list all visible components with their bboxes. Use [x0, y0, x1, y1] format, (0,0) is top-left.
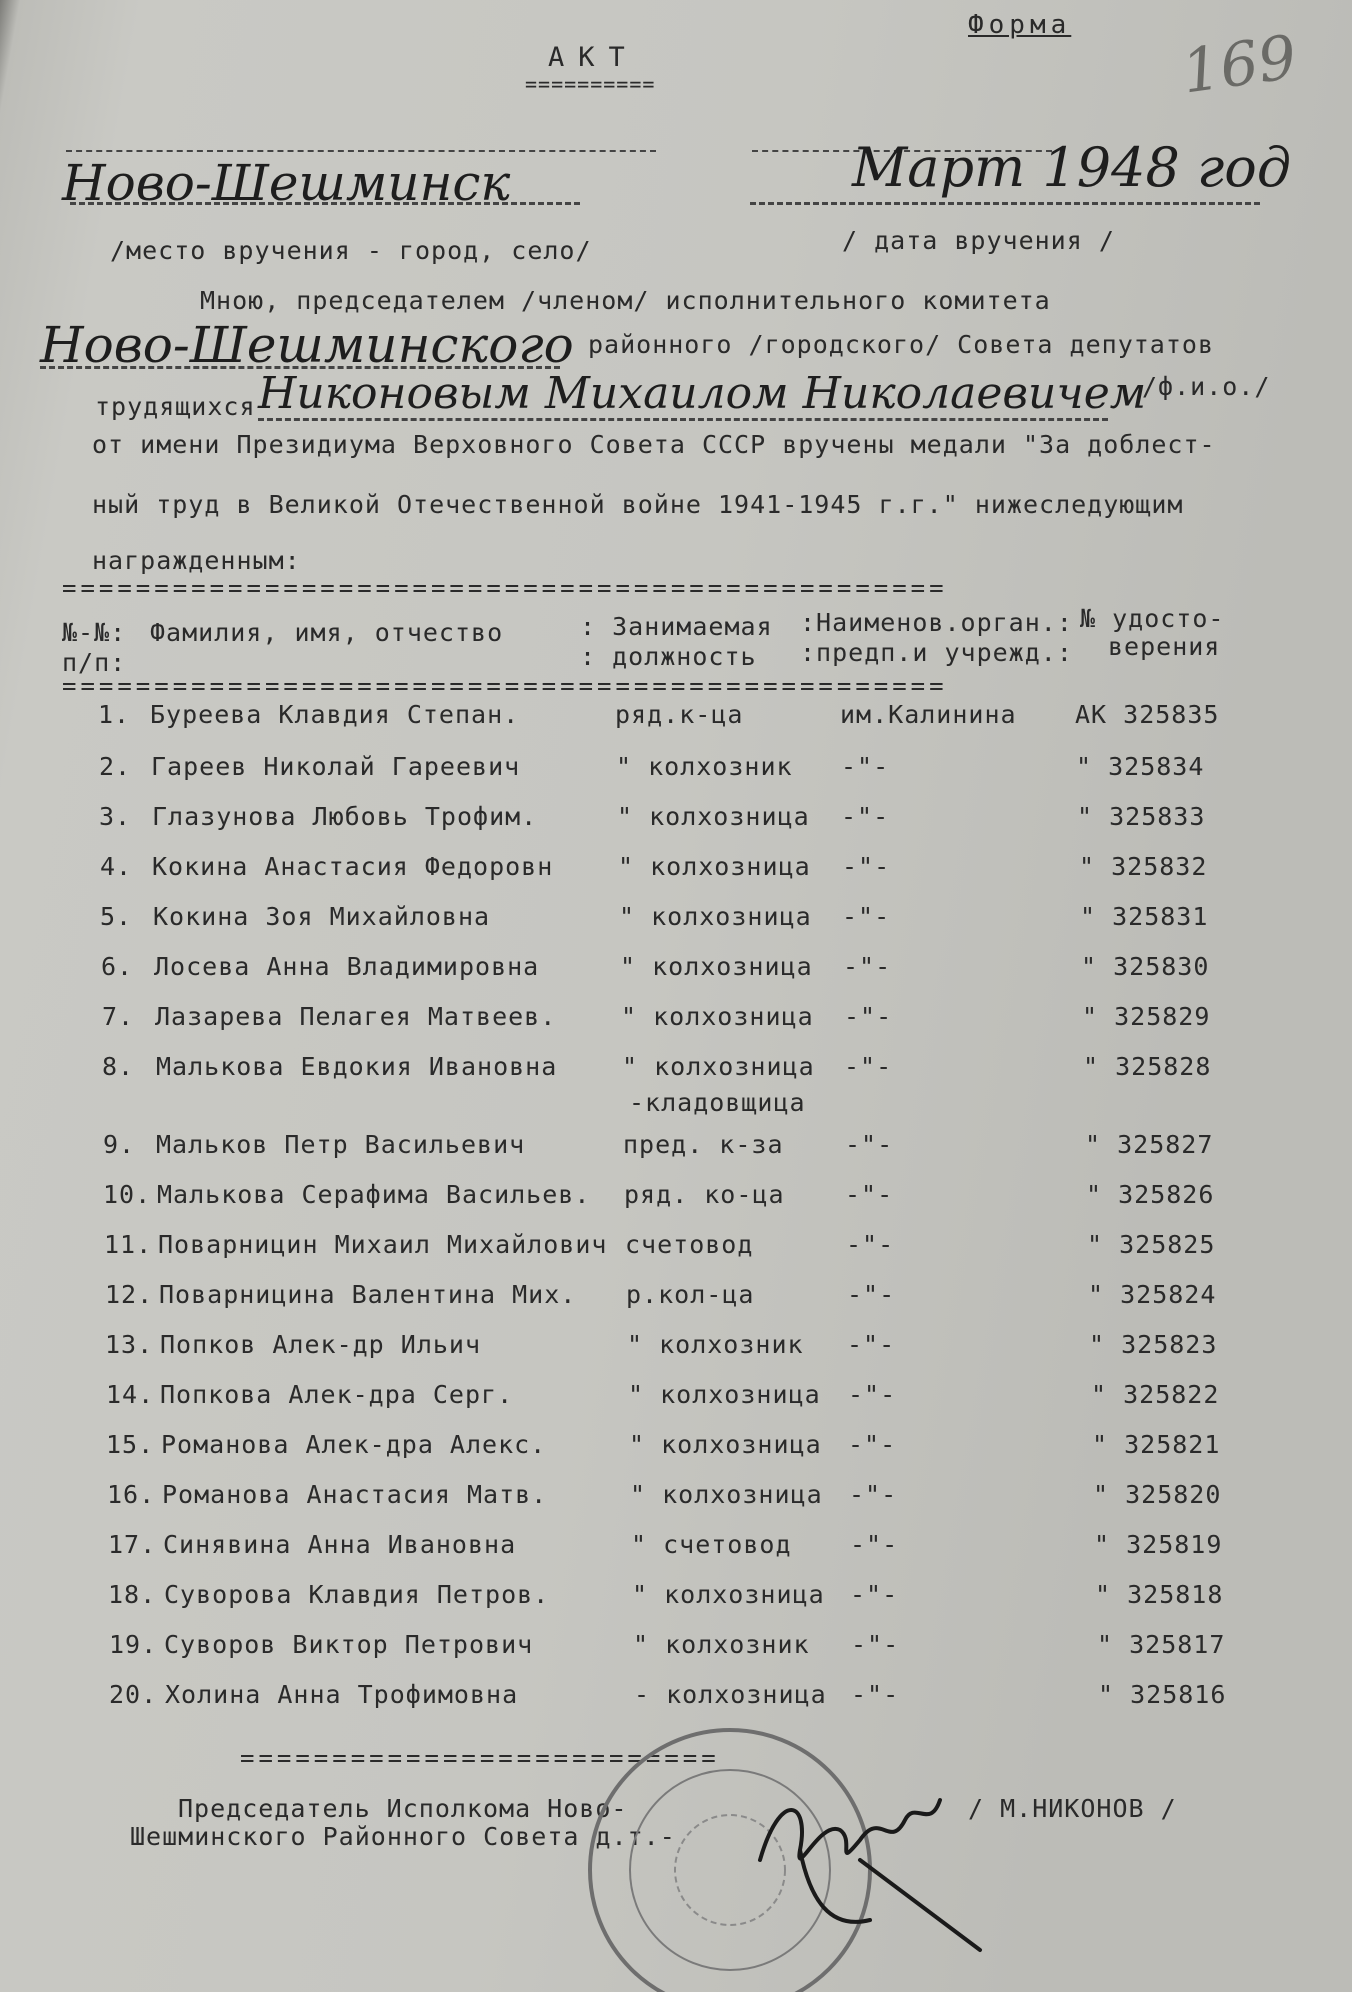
intro-line-5: ный труд в Великой Отечественной войне 1941-1945 г.г." нижеследующим	[92, 490, 1184, 519]
intro-line-2: районного /городского/ Совета депутатов	[588, 330, 1214, 359]
row-number: 5.	[100, 902, 133, 931]
recipient-position: " колхозница	[621, 1002, 814, 1031]
organization: -"-	[842, 852, 891, 881]
row-number: 11.	[104, 1230, 153, 1259]
recipient-position: " колхозница	[619, 902, 812, 931]
header-position-2: : должность	[580, 642, 757, 671]
certificate-number: АК 325835	[1075, 700, 1220, 729]
recipient-position: ряд.к-ца	[615, 700, 744, 729]
header-num-2: п/п:	[62, 648, 127, 677]
table-row	[0, 1680, 1352, 1720]
certificate-number: " 325826	[1086, 1180, 1215, 1209]
form-label: Форма	[968, 10, 1072, 40]
organization: -"-	[850, 1530, 899, 1559]
certificate-number: " 325831	[1080, 902, 1209, 931]
certificate-number: " 325818	[1095, 1580, 1224, 1609]
recipient-name: Холина Анна Трофимовна	[165, 1680, 519, 1709]
certificate-number: " 325833	[1077, 802, 1206, 831]
table-row	[0, 1480, 1352, 1520]
row-number: 6.	[101, 952, 134, 981]
table-row	[0, 952, 1352, 992]
organization: -"-	[842, 902, 891, 931]
header-org-1: :Наименов.орган.:	[800, 608, 1073, 637]
table-row	[0, 1002, 1352, 1042]
organization: -"-	[841, 752, 890, 781]
recipient-name: Суворова Клавдия Петров.	[164, 1580, 550, 1609]
organization: -"-	[850, 1580, 899, 1609]
table-header-rule: ================================================	[62, 672, 948, 700]
organization: -"-	[845, 1180, 894, 1209]
table-row	[0, 802, 1352, 842]
row-number: 3.	[99, 802, 132, 831]
recipient-position: " колхозница	[618, 852, 811, 881]
header-name: Фамилия, имя, отчество	[150, 618, 504, 647]
certificate-number: " 325834	[1076, 752, 1205, 781]
row-number: 1.	[98, 700, 131, 729]
certificate-number: " 325827	[1085, 1130, 1214, 1159]
recipient-name: Лазарева Пелагея Матвеев.	[155, 1002, 557, 1031]
table-row	[0, 902, 1352, 942]
row-number: 15.	[106, 1430, 155, 1459]
certificate-number: " 325824	[1088, 1280, 1217, 1309]
recipient-position: " колхозница	[632, 1580, 825, 1609]
recipient-name: Романова Анастасия Матв.	[162, 1480, 548, 1509]
recipient-position: " колхозница	[622, 1052, 815, 1081]
row-number: 12.	[105, 1280, 154, 1309]
intro-line-1: Мною, председателем /членом/ исполнительного комитета	[200, 286, 1051, 315]
row-number: 19.	[109, 1630, 158, 1659]
organization: -"-	[844, 1002, 893, 1031]
header-org-2: :предп.и учрежд.:	[800, 638, 1073, 667]
title-underline: ==========	[525, 72, 656, 96]
recipient-position: ряд. ко-ца	[624, 1180, 785, 1209]
recipient-name: Мальков Петр Васильевич	[156, 1130, 526, 1159]
recipient-position: " колхозница	[629, 1430, 822, 1459]
table-row	[0, 752, 1352, 792]
certificate-number: " 325832	[1079, 852, 1208, 881]
organization: -"-	[847, 1330, 896, 1359]
archive-number: 169	[1177, 22, 1301, 108]
table-row	[0, 1630, 1352, 1670]
organization: -"-	[845, 1130, 894, 1159]
header-num-1: №-№:	[62, 618, 127, 647]
document-title: АКТ	[548, 42, 639, 73]
recipient-position: " колхозница	[630, 1480, 823, 1509]
recipient-position: " колхозница	[617, 802, 810, 831]
row-number: 9.	[103, 1130, 136, 1159]
recipient-name: Буреева Клавдия Степан.	[150, 700, 520, 729]
intro-line-4: от имени Президиума Верховного Совета СССР вручены медали "За доблест-	[92, 430, 1216, 459]
recipient-name: Малькова Серафима Васильев.	[157, 1180, 591, 1209]
officer-line	[258, 418, 1108, 421]
table-row	[0, 1280, 1352, 1320]
table-row	[0, 1380, 1352, 1420]
row-number: 8.	[102, 1052, 135, 1081]
table-row	[0, 700, 1352, 740]
recipient-name: Глазунова Любовь Трофим.	[152, 802, 538, 831]
recipient-position: " колхозник	[633, 1630, 810, 1659]
recipient-officer: Никоновым Михаилом Николаевичем	[258, 368, 1147, 419]
recipient-name: Синявина Анна Ивановна	[163, 1530, 517, 1559]
place-guide-line	[66, 150, 656, 152]
committee-value: Ново-Шешминского	[40, 316, 574, 374]
place-caption: /место вручения - город, село/	[110, 236, 592, 265]
date-line	[750, 202, 1260, 205]
organization: -"-	[844, 1052, 893, 1081]
recipient-name: Романова Алек-дра Алекс.	[161, 1430, 547, 1459]
certificate-number: " 325825	[1087, 1230, 1216, 1259]
recipient-position: р.кол-ца	[626, 1280, 755, 1309]
row-number: 16.	[107, 1480, 156, 1509]
recipient-position: счетовод	[625, 1230, 754, 1259]
recipient-position: - колхозница	[634, 1680, 827, 1709]
row-number: 13.	[105, 1330, 154, 1359]
recipient-name: Малькова Евдокия Ивановна	[156, 1052, 558, 1081]
date-caption: / дата вручения /	[842, 226, 1115, 255]
table-row	[0, 1052, 1352, 1117]
recipient-name: Поварницина Валентина Мих.	[159, 1280, 577, 1309]
header-position-1: : Занимаемая	[580, 612, 773, 641]
organization: -"-	[843, 952, 892, 981]
certificate-number: " 325829	[1082, 1002, 1211, 1031]
organization: -"-	[851, 1630, 900, 1659]
organization: -"-	[848, 1430, 897, 1459]
certificate-number: " 325817	[1097, 1630, 1226, 1659]
organization: им.Калинина	[840, 700, 1017, 729]
table-row	[0, 1330, 1352, 1370]
table-row	[0, 1230, 1352, 1270]
recipient-position-second-line: -кладовщица	[629, 1088, 806, 1117]
certificate-number: " 325823	[1089, 1330, 1218, 1359]
recipient-name: Лосева Анна Владимировна	[154, 952, 540, 981]
row-number: 14.	[106, 1380, 155, 1409]
recipient-name: Поварницин Михаил Михайлович	[158, 1230, 608, 1259]
place-value: Ново-Шешминск	[62, 154, 511, 212]
recipient-name: Попкова Алек-дра Серг.	[160, 1380, 514, 1409]
table-row	[0, 1180, 1352, 1220]
recipient-name: Кокина Зоя Михайловна	[153, 902, 491, 931]
chairman-signature	[740, 1760, 1000, 1960]
organization: -"-	[849, 1480, 898, 1509]
recipient-position: " счетовод	[631, 1530, 792, 1559]
certificate-number: " 325828	[1083, 1052, 1212, 1081]
footer-chairman-line-2: Шешминского Районного Совета д.т.-	[130, 1822, 676, 1851]
table-row	[0, 1530, 1352, 1570]
intro-line-3-start: трудящихся	[95, 392, 256, 421]
recipient-name: Суворов Виктор Петрович	[164, 1630, 534, 1659]
certificate-number: " 325816	[1098, 1680, 1227, 1709]
header-cert-2: верения	[1108, 632, 1221, 661]
footer-chairman-line-1: Председатель Исполкома Ново-	[178, 1794, 628, 1823]
organization: -"-	[851, 1680, 900, 1709]
row-number: 10.	[103, 1180, 152, 1209]
recipient-position: " колхозница	[628, 1380, 821, 1409]
recipient-name: Кокина Анастасия Федоровн	[152, 852, 554, 881]
certificate-number: " 325820	[1093, 1480, 1222, 1509]
certificate-number: " 325822	[1091, 1380, 1220, 1409]
row-number: 2.	[99, 752, 132, 781]
header-cert-1: № удосто-	[1080, 604, 1225, 633]
date-value: Март 1948 год	[852, 136, 1292, 199]
intro-line-3-end: /ф.и.о./	[1142, 372, 1271, 401]
intro-line-6: награжденным:	[92, 546, 301, 575]
table-top-rule: ================================================	[62, 574, 948, 602]
recipient-position: " колхозница	[620, 952, 813, 981]
row-number: 7.	[102, 1002, 135, 1031]
organization: -"-	[847, 1280, 896, 1309]
footer-rule: ==========================	[240, 1744, 720, 1772]
table-row	[0, 852, 1352, 892]
certificate-number: " 325821	[1092, 1430, 1221, 1459]
row-number: 20.	[109, 1680, 158, 1709]
recipient-position: " колхозник	[616, 752, 793, 781]
row-number: 4.	[100, 852, 133, 881]
recipient-name: Гареев Николай Гареевич	[151, 752, 521, 781]
row-number: 18.	[108, 1580, 157, 1609]
recipient-name: Попков Алек-др Ильич	[160, 1330, 482, 1359]
recipient-position: " колхозник	[627, 1330, 804, 1359]
row-number: 17.	[108, 1530, 157, 1559]
certificate-number: " 325819	[1094, 1530, 1223, 1559]
certificate-number: " 325830	[1081, 952, 1210, 981]
table-row	[0, 1580, 1352, 1620]
signer-name: / М.НИКОНОВ /	[968, 1794, 1177, 1823]
recipient-position: пред. к-за	[623, 1130, 784, 1159]
organization: -"-	[848, 1380, 897, 1409]
table-row	[0, 1430, 1352, 1470]
table-row	[0, 1130, 1352, 1170]
organization: -"-	[846, 1230, 895, 1259]
organization: -"-	[841, 802, 890, 831]
